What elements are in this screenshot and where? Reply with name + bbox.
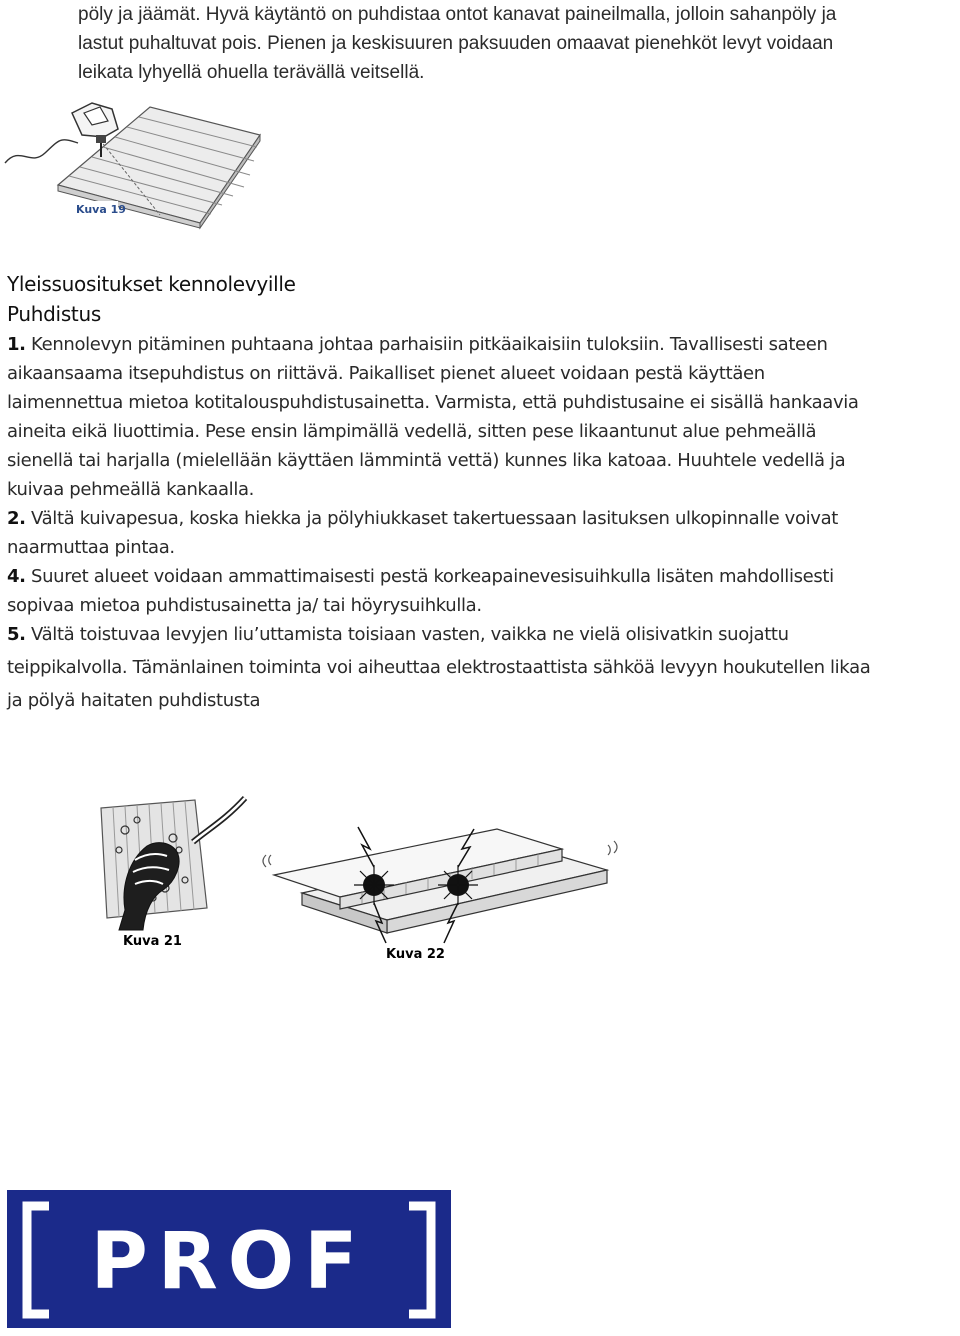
figure-21-hand-cleaning-illustration [95, 790, 255, 955]
list-item [7, 562, 957, 620]
section-title: Yleissuositukset kennolevyille [7, 272, 296, 296]
intro-line: pöly ja jäämät. Hyvä käytäntö on puhdistaa ontot kanavat paineilmalla, jolloin sahanpöly ja [78, 4, 837, 25]
item-line: naarmuttaa pintaa. [7, 537, 175, 558]
item-number: 5. [7, 624, 26, 645]
item-line: Suuret alueet voidaan ammattimaisesti pestä korkeapainevesisuihkulla lisäten mahdollisesti [25, 566, 834, 587]
item-line: sienellä tai harjalla (mielellään käyttäen lämmintä vettä) kunnes lika katoaa. Huuhtele vedellä ja [7, 450, 846, 471]
item-line: aikaansaama itsepuhdistus on riittävä. Paikalliset pienet alueet voidaan pestä käyttäen [7, 363, 765, 384]
item-line: aineita eikä liuottimia. Pese ensin lämpimällä vedellä, sitten pese likaantunut alue pehmeällä [7, 421, 817, 442]
figure-22-static-sliding-illustration [262, 815, 632, 965]
figure-21-caption: Kuva 21 [123, 934, 182, 949]
intro-line: lastut puhaltuvat pois. Pienen ja keskisuuren paksuuden omaavat pienehköt levyt voidaan [78, 33, 834, 54]
list-item [7, 504, 957, 562]
item-number: 2. [7, 508, 26, 529]
item-number: 4. [7, 566, 26, 587]
list-item [7, 620, 957, 715]
cleaning-instructions [7, 330, 957, 715]
prof-logo-mark [7, 1190, 451, 1328]
item-line: Kennolevyn pitäminen puhtaana johtaa parhaisiin pitkäaikaisiin tuloksiin. Tavallisesti sateen [25, 334, 828, 355]
item-line: Vältä toistuvaa levyjen liu’uttamista toisiaan vasten, vaikka ne vielä olisivatkin suojattu [25, 624, 789, 645]
figure-19-caption: Kuva 19 [76, 203, 126, 216]
prof-logo [7, 1190, 451, 1328]
figure-19-jigsaw-illustration [0, 95, 270, 230]
item-number: 1. [7, 334, 26, 355]
intro-line: leikata lyhyellä ohuella terävällä veitsellä. [78, 62, 425, 83]
list-item [7, 330, 957, 504]
item-line: ja pölyä haitaten puhdistusta [7, 690, 261, 711]
item-line: laimennettua mietoa kotitalouspuhdistusainetta. Varmista, että puhdistusaine ei sisällä hankaavia [7, 392, 859, 413]
item-line: kuivaa pehmeällä kankaalla. [7, 479, 255, 500]
item-line: teippikalvolla. Tämänlainen toiminta voi aiheuttaa elektrostaattista sähköä levyyn houkutellen likaa [7, 657, 871, 678]
intro-paragraph [78, 0, 958, 87]
section-subtitle: Puhdistus [7, 302, 101, 326]
figure-22-caption: Kuva 22 [386, 947, 445, 962]
prof-logo-text: PROF [90, 1217, 368, 1307]
item-line: sopivaa mietoa puhdistusainetta ja/ tai höyrysuihkulla. [7, 595, 482, 616]
item-line: Vältä kuivapesua, koska hiekka ja pölyhiukkaset takertuessaan lasituksen ulkopinnalle voivat [25, 508, 838, 529]
